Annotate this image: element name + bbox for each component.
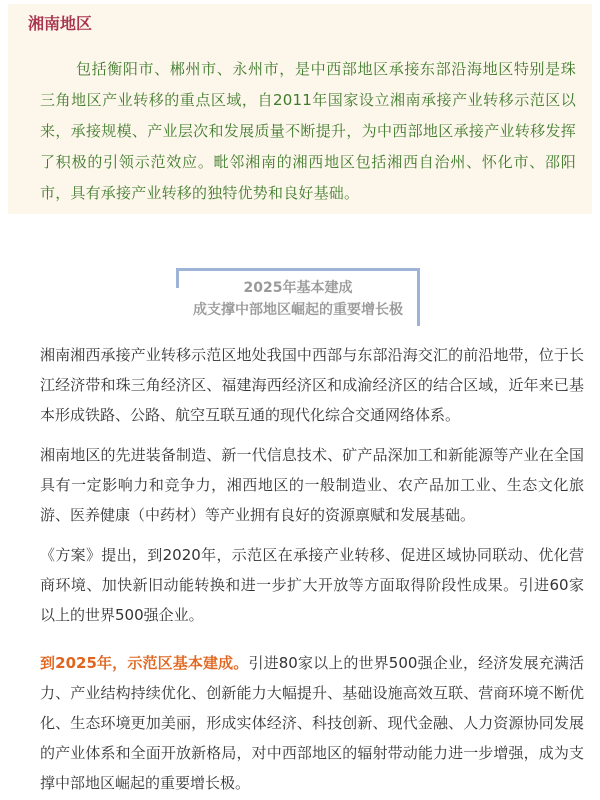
- banner-line-2: 成支撑中部地区崛起的重要增长极: [193, 302, 403, 318]
- paragraph-industries: 湘南地区的先进装备制造、新一代信息技术、矿产品深加工和新能源等产业在全国具有一定影响力和竞争力，湘西地区的一般制造业、农产品加工业、生态文化旅游、医养健康（中药材）等产业拥有良好的资源禀赋和发展基础。: [40, 446, 584, 524]
- paragraph-location: 湘南湘西承接产业转移示范区地处我国中西部与东部沿海交汇的前沿地带，位于长江经济带和珠三角经济区、福建海西经济区和成渝经济区的结合区域，近年来已基本形成铁路、公路、航空互联互通的现代化综合交通网络体系。: [40, 346, 584, 424]
- highlight-2025: 到2025年，示范区基本建成。: [40, 654, 249, 672]
- paragraph-2020-goals: 《方案》提出，到2020年，示范区在承接产业转移、促进区域协同联动、优化营商环境、加快新旧动能转换和进一步扩大开放等方面取得阶段性成果。引进60家以上的世界500强企业。: [40, 546, 584, 624]
- subheading-banner: [176, 268, 420, 326]
- paragraph-2025-goals: [40, 648, 584, 798]
- banner-top-border: [176, 268, 420, 271]
- section-title: 湘南地区: [28, 14, 93, 33]
- paragraph-2025-text: 引进80家以上的世界500强企业，经济发展充满活力、产业结构持续优化、创新能力大幅提升、基础设施高效互联、营商环境不断优化、生态环境更加美丽，形成实体经济、科技创新、现代金融、人力资源协同发展的产业体系和全面开放新格局，对中西部地区的辐射带动能力进一步增强，成为支撑中部地区崛起的重要增长极。: [40, 654, 584, 792]
- section-description: 包括衡阳市、郴州市、永州市，是中西部地区承接东部沿海地区特别是珠三角地区产业转移的重点区域，自2011年国家设立湘南承接产业转移示范区以来，承接规模、产业层次和发展质量不断提升，为中西部地区承接产业转移发挥了积极的引领示范效应。毗邻湘南的湘西地区包括湘西自治州、怀化市、邵阳市，具有承接产业转移的独特优势和良好基础。: [40, 60, 576, 202]
- region-intro-box: [8, 4, 592, 214]
- banner-line-1: 2025年基本建成: [243, 280, 353, 296]
